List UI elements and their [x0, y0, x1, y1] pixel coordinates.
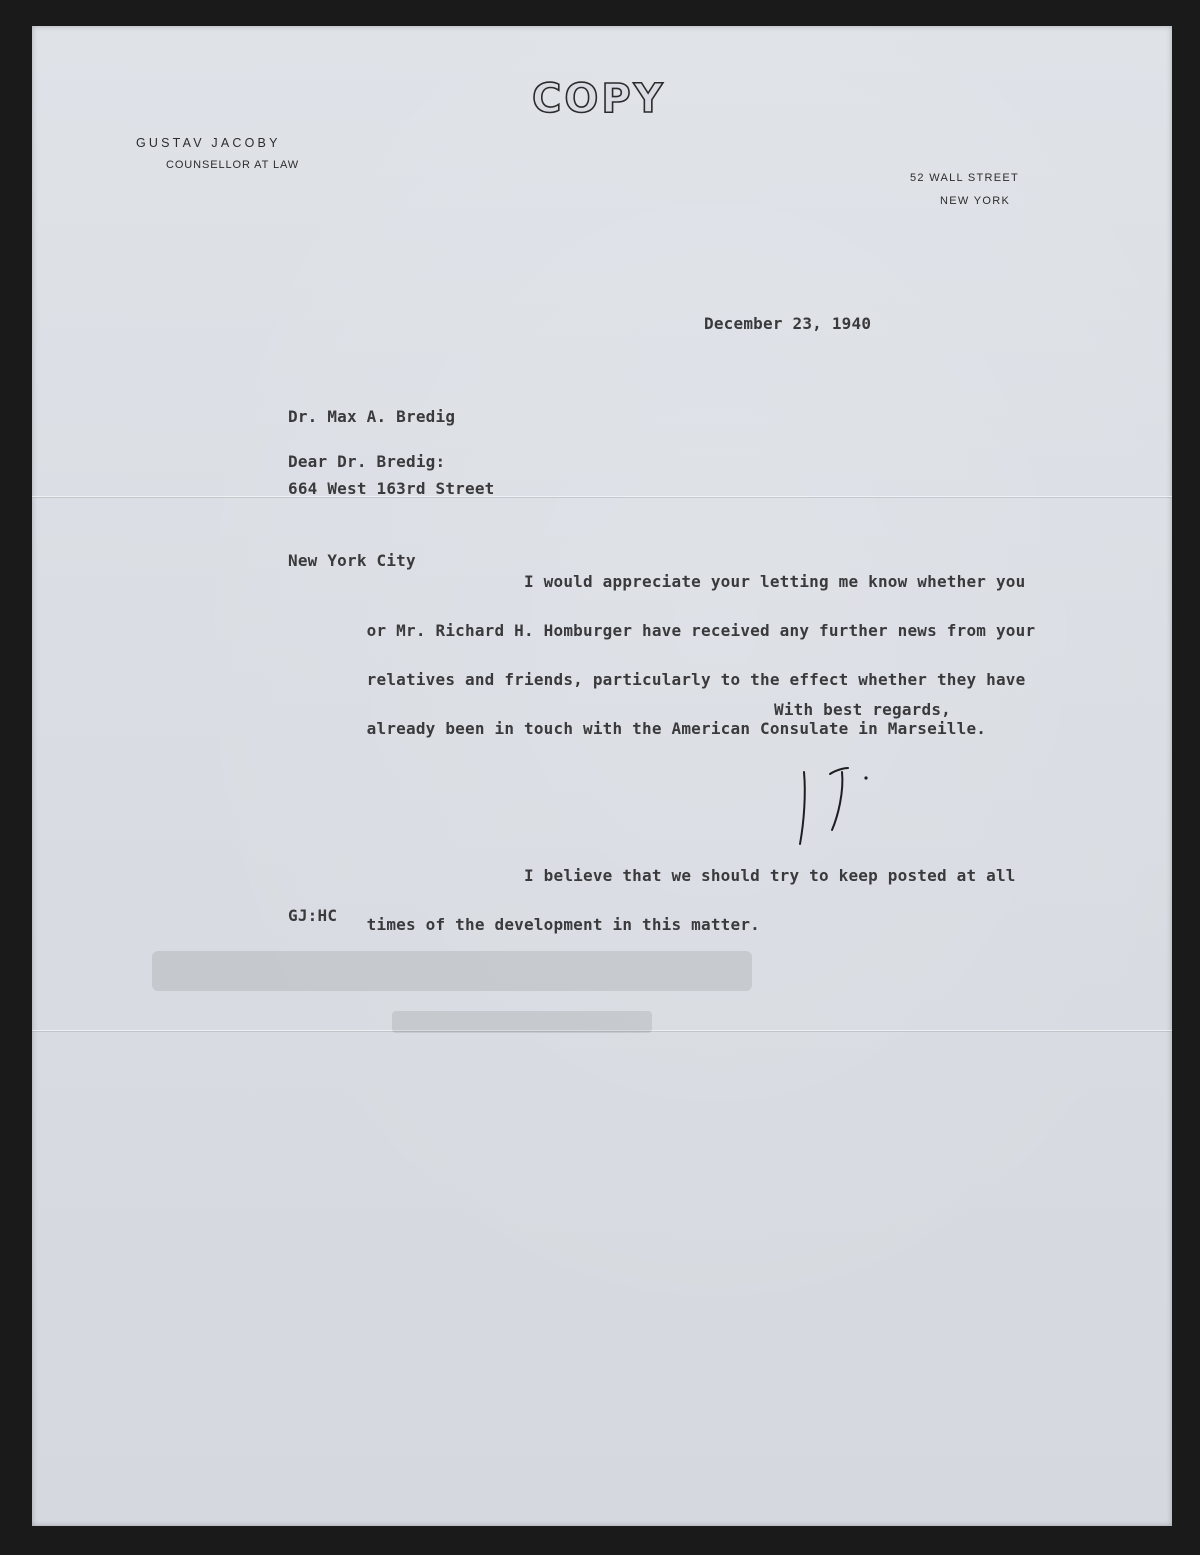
body-line: relatives and friends, particularly to the effect whether they have: [366, 669, 1026, 689]
salutation: Dear Dr. Bredig:: [288, 452, 446, 471]
copy-stamp: COPY: [532, 76, 666, 122]
paragraph-2: [288, 839, 1035, 962]
letterhead-address-street: 52 WALL STREET: [910, 172, 1020, 184]
letter-body: [288, 496, 1035, 1011]
letterhead-title: COUNSELLOR AT LAW: [166, 159, 300, 171]
recipient-street: 664 West 163rd Street: [288, 479, 495, 498]
recipient-name: Dr. Max A. Bredig: [288, 407, 456, 426]
body-line: I would appreciate your letting me know whether you: [366, 571, 1026, 591]
letter-date: December 23, 1940: [704, 314, 872, 333]
body-line: already been in touch with the American Consulate in Marseille.: [366, 718, 987, 738]
letterhead-name: GUSTAV JACOBY: [136, 136, 281, 150]
closing: With best regards,: [774, 700, 951, 719]
body-line: or Mr. Richard H. Homburger have received any further news from your: [366, 620, 1036, 640]
recipient-city: New York City: [288, 551, 416, 570]
body-line: times of the development in this matter.: [366, 914, 760, 934]
paragraph-1: [288, 545, 1035, 766]
letterhead-address-city: NEW YORK: [940, 195, 1011, 207]
letter-sheet: [32, 26, 1172, 1526]
reference-initials: GJ:HC: [288, 906, 338, 925]
handwritten-signature: [792, 744, 882, 854]
body-line: I believe that we should try to keep posted at all: [366, 865, 1016, 885]
